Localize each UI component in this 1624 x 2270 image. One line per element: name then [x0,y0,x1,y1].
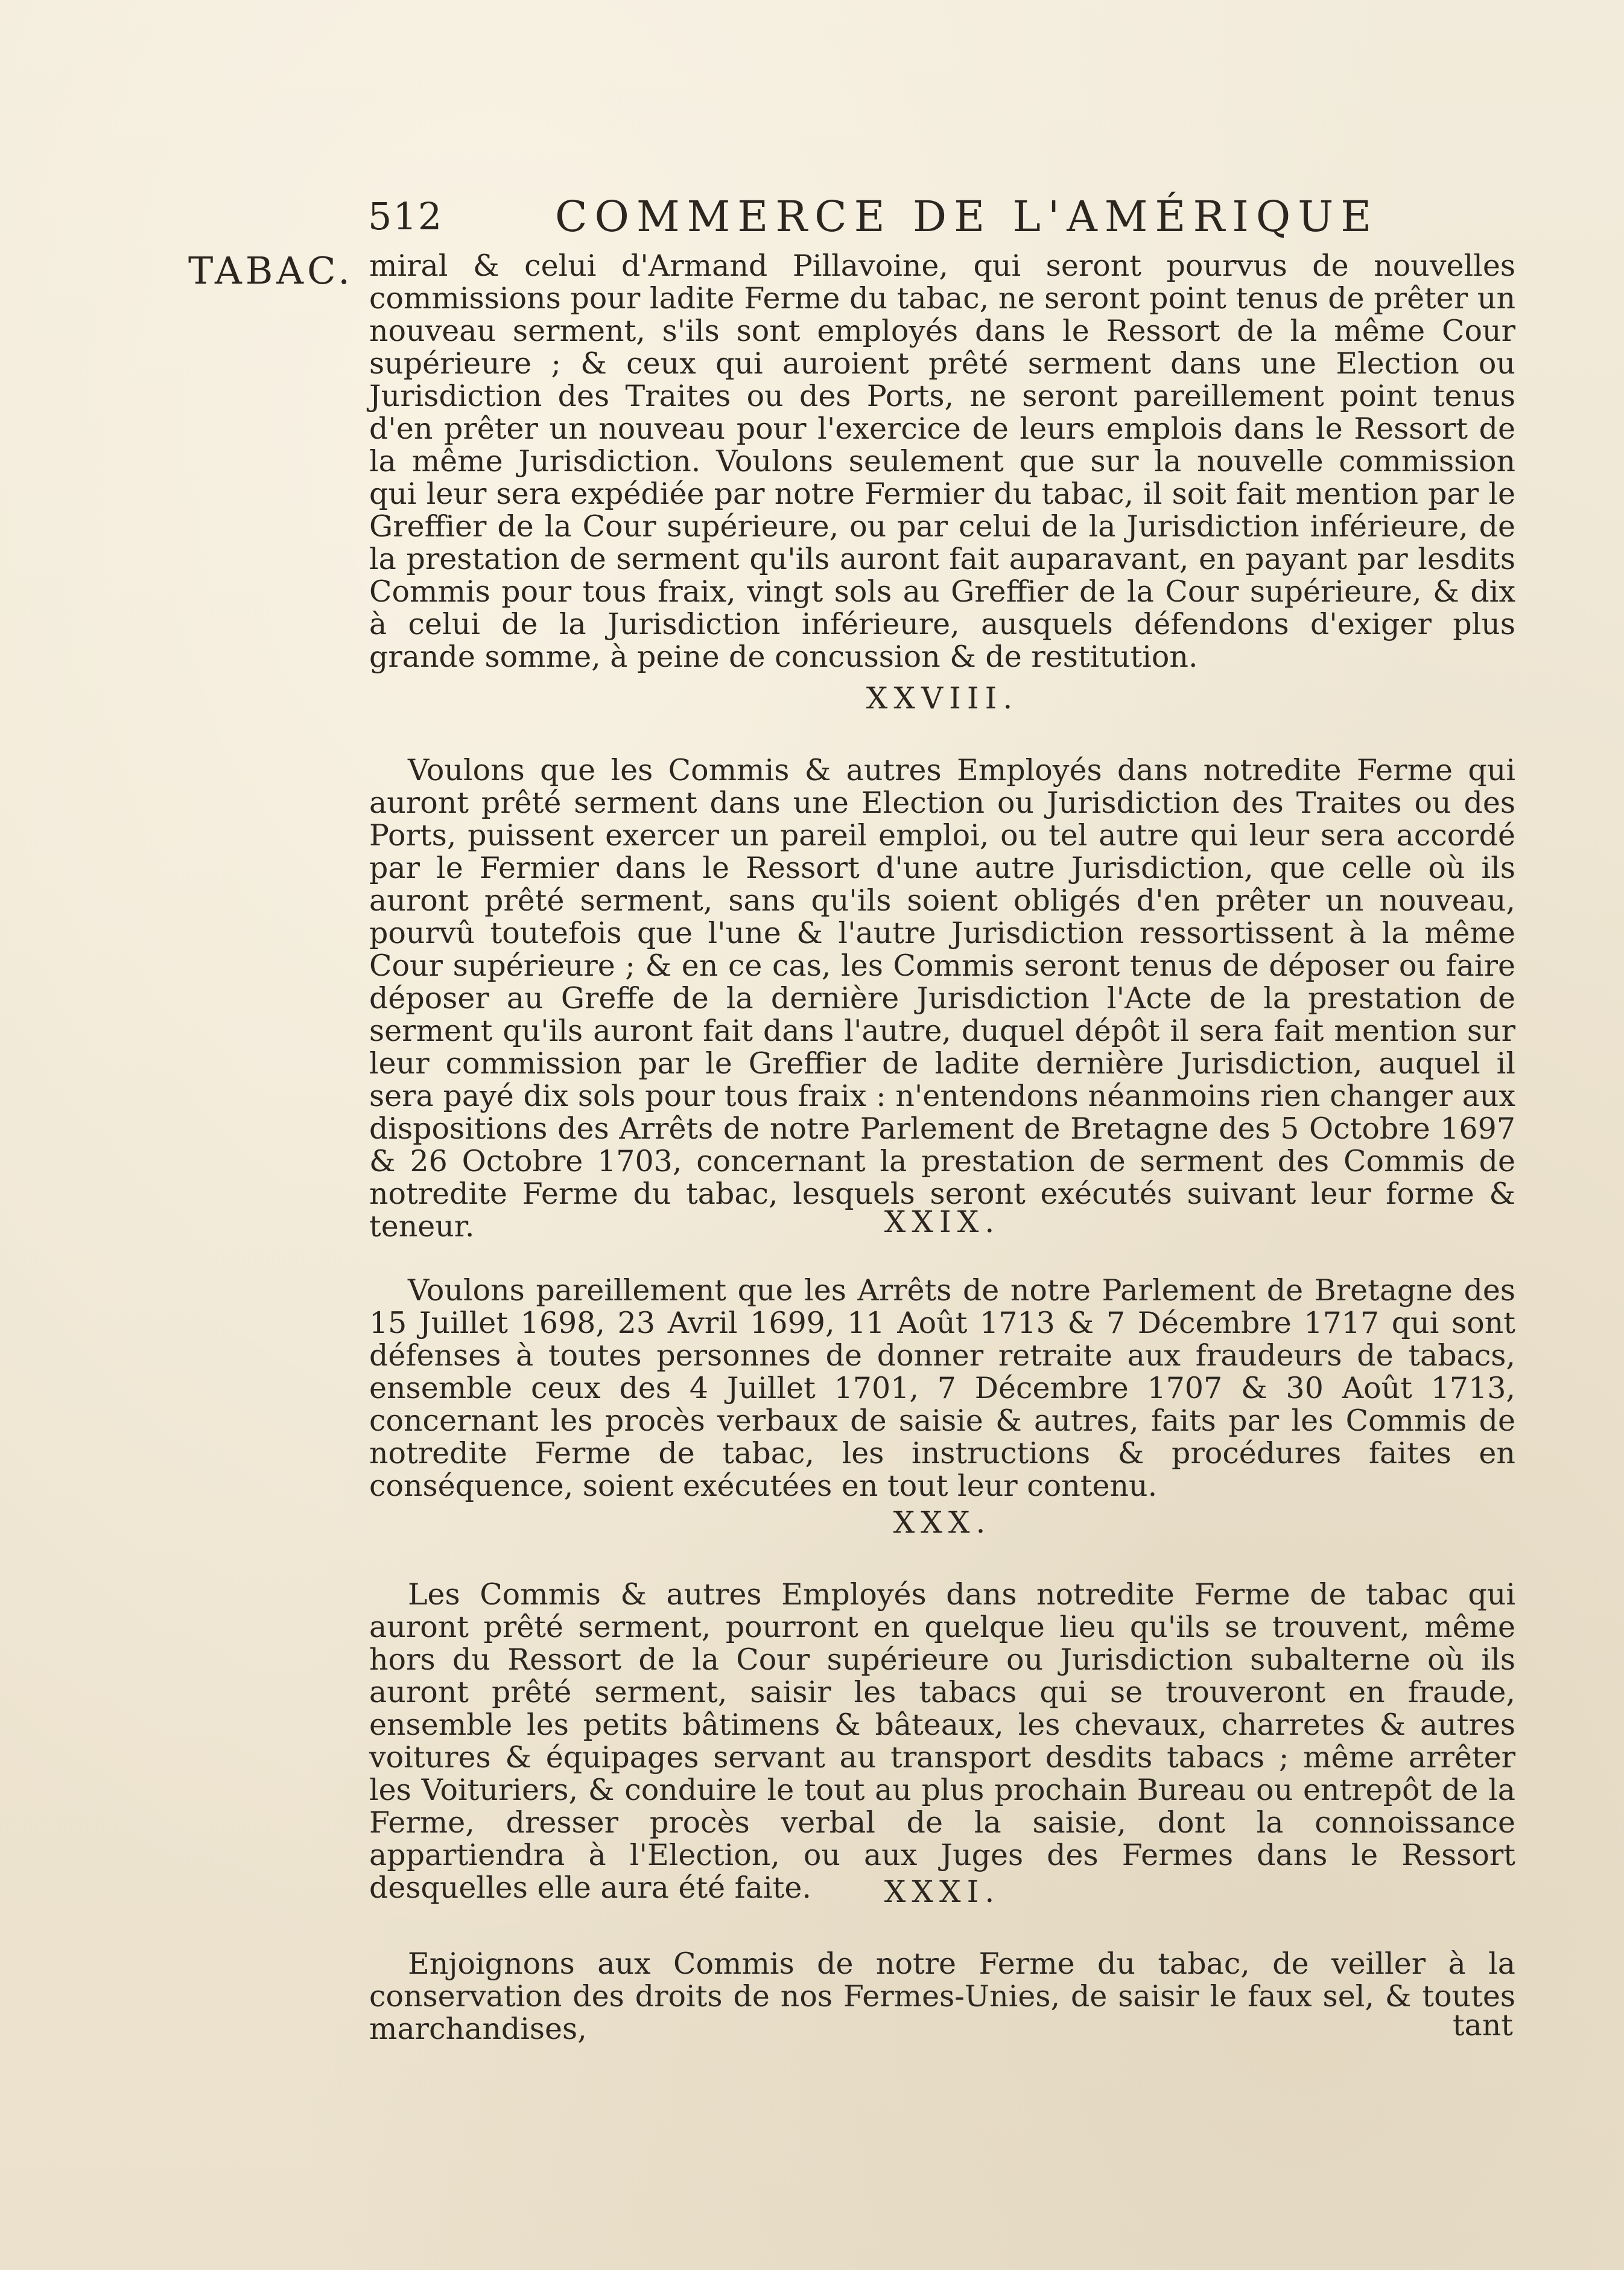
article-31 [369,1948,1515,2046]
article-29 [369,1274,1515,1502]
article-30 [369,1579,1515,1904]
paragraph: Voulons pareillement que les Arrêts de notre Parlement de Bretagne des 15 Juillet 1698, 23 Avril 1699, 11 Août 1713 & 7 Décembre 1717 qui sont défenses à toutes personnes de donner retraite aux fraudeurs de tabacs, ensemble ceux des 4 Juillet 1701, 7 Décembre 1707 & 30 Août 1713, concernant les procès verbaux de saisie & autres, faits par les Commis de notredite Ferme de tabac, les instructions & procédures faites en conséquence, soient exécutées en tout leur contenu. [369,1273,1515,1503]
article-28 [369,754,1515,1243]
catchword: tant [1452,2008,1513,2043]
paragraph: miral & celui d'Armand Pillavoine, qui seront pourvus de nouvelles commissions pour ladite Ferme du tabac, ne seront point tenus de prêter un nouveau serment, s'ils sont employés dans le Ressort de la même Cour supérieure ; & ceux qui auroient prêté serment dans une Election ou Jurisdiction des Traites ou des Ports, ne seront pareillement point tenus d'en prêter un nouveau pour l'exercice de leurs emplois dans le Ressort de la même Jurisdiction. Voulons seulement que sur la nouvelle commission qui leur sera expédiée par notre Fermier du tabac, il soit fait mention par le Greffier de la Cour supérieure, ou par celui de la Jurisdiction inférieure, de la prestation de serment qu'ils auront fait auparavant, en payant par lesdits Commis pour tous fraix, vingt sols au Greffier de la Cour supérieure, & dix à celui de la Jurisdiction inférieure, ausquels défendons d'exiger plus grande somme, à peine de concussion & de restitution. [369,249,1515,674]
article-27-continuation [369,250,1515,673]
running-head: COMMERCE DE L'AMÉRIQUE [555,192,1379,241]
article-heading-31: XXXI. [884,1874,1001,1909]
paragraph: Les Commis & autres Employés dans notredite Ferme de tabac qui auront prêté serment, pourront en quelque lieu qu'ils se trouvent, même hors du Ressort de la Cour supérieure ou Jurisdiction subalterne où ils auront prêté serment, saisir les tabacs qui se trouveront en fraude, ensemble les petits bâtimens & bâteaux, les chevaux, charretes & autres voitures & équipages servant au transport desdits tabacs ; même arrêter les Voituriers, & conduire le tout au plus prochain Bureau ou entrepôt de la Ferme, dresser procès verbal de la saisie, dont la connoissance appartiendra à l'Election, ou aux Juges des Fermes dans le Ressort desquelles elle aura été faite. [369,1577,1515,1905]
paragraph: Voulons que les Commis & autres Employés dans notredite Ferme qui auront prêté serment dans une Election ou Jurisdiction des Traites ou des Ports, puissent exercer un pareil emploi, ou tel autre qui leur sera accordé par le Fermier dans le Ressort d'une autre Jurisdiction, que celle où ils auront prêté serment, sans qu'ils soient obligés d'en prêter un nouveau, pourvû toutefois que l'une & l'autre Jurisdiction ressortissent à la même Cour supérieure ; & en ce cas, les Commis seront tenus de déposer ou faire déposer au Greffe de la dernière Jurisdiction l'Acte de la prestation de serment qu'ils auront fait dans l'autre, duquel dépôt il sera fait mention sur leur commission par le Greffier de ladite dernière Jurisdiction, auquel il sera payé dix sols pour tous fraix : n'entendons néanmoins rien changer aux dispositions des Arrêts de notre Parlement de Bretagne des 5 Octobre 1697 & 26 Octobre 1703, concernant la prestation de serment des Commis de notredite Ferme du tabac, lesquels seront exécutés suivant leur forme & teneur. [369,753,1515,1244]
article-heading-28: XXVIII. [866,681,1019,716]
paragraph: Enjoignons aux Commis de notre Ferme du tabac, de veiller à la conservation des droits de nos Fermes-Unies, de saisir le faux sel, & toutes marchandises, [369,1947,1515,2046]
margin-note: TABAC. [188,249,354,293]
article-heading-30: XXX. [893,1505,992,1540]
article-heading-29: XXIX. [884,1204,1001,1239]
page-number: 512 [368,194,443,238]
